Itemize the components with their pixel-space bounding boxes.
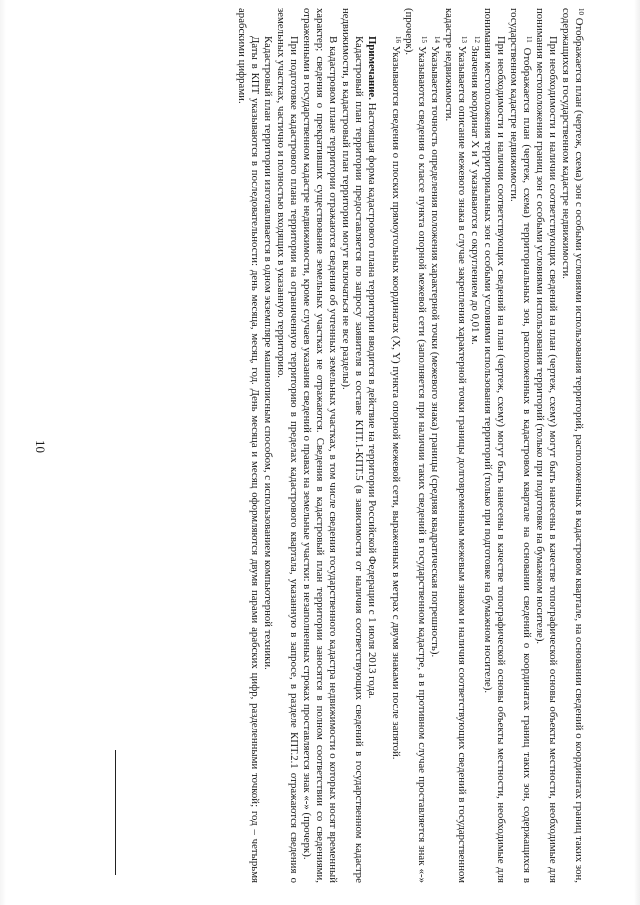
footnote-15: [402, 8, 428, 883]
footnote-16: [389, 8, 402, 883]
footnote-text: При необходимости и наличии соответствующих сведений на план (чертеж, схему) могут быть нанесены в качестве топографической основы объекты местности, необходимые для понимания местоположения территориальных зон с особыми условиями использования территорий (только при подготовке на бумажном носителе).: [481, 8, 507, 883]
footnote-text: Отображается план (чертеж, схема) территориальных зон, расположенных в кадастровом квартале на основании сведений о координатах границ таких зон, содержащихся в государственном кадастре недвижимости.: [507, 8, 533, 883]
note-paragraph: Кадастровый план территории предоставляется по запросу заявителя в составе КПТ.1-КПТ.5 (в зависимости от наличия соответствующих сведений в государственном кадастре недвижимости, в кадастровый план территории могут включаться не все разделы).: [340, 8, 366, 883]
footnote-11: [507, 8, 533, 883]
note-section: [235, 8, 379, 883]
footnote-14: [428, 8, 441, 883]
section-gap: [378, 8, 389, 883]
footnotes-section: [389, 8, 585, 883]
footnote-text: Указывается описание межевого знака в случае закрепления характерной точки границы долговременным межевым знаком и наличия соответствующих сведений в государственном кадастре недвижимости.: [442, 8, 468, 883]
footnote-marker: 16: [394, 36, 403, 43]
footnote-marker: 14: [433, 36, 442, 43]
footnote-text: Указываются сведения о плоских прямоугольных координатах (X, Y) пункта опорной межевой сети, выраженных в метрах с двумя знаками после запятой.: [390, 43, 403, 760]
note-paragraph: Кадастровый план территории изготавливается в одном экземпляре машинописным способом, с использованием компьютерной техники.: [261, 36, 274, 670]
footnote-marker: 11: [524, 36, 533, 43]
footnote-12: [468, 8, 481, 883]
footnote-text: Указывается точность определения положения характерной точки (межевого знака) границы (средняя квадратическая погрешность).: [429, 43, 442, 658]
rotated-text-block: [85, 8, 585, 883]
footnote-text: При необходимости и наличии соответствующих сведений на план (чертеж, схему) могут быть нанесены в качестве топографической основы объекты местности, необходимые для понимания местоположения границ зон с особыми условиями использования территорий (только при подготовке на бумажном носителе).: [533, 8, 559, 883]
footnote-marker: 10: [577, 8, 585, 15]
footnote-11-continuation: [481, 8, 507, 883]
footnote-text: Указываются сведения о классе пункта опорной межевой сети (заполняется при наличии таких сведений в государственном кадастре, а в противном случае проставляется знак «-» (прочерк).: [403, 8, 429, 883]
footnote-marker: 13: [459, 36, 468, 43]
note-intro: [365, 8, 378, 883]
footnote-text: Значения координат X и Y указываются с округлением до 0,01 м.: [468, 43, 481, 345]
footnote-marker: 12: [472, 36, 481, 43]
footnote-text: Отображается план (чертеж, схема) зон с особыми условиями использования территорий, расположенных в кадастровом квартале, на основании сведений о координатах границ таких зон, содержащихся в государственном кадастре недвижимости.: [559, 8, 585, 883]
footnote-10-continuation: [533, 8, 559, 883]
note-label: Примечание.: [366, 36, 379, 100]
note-text: Настоящая форма кадастрового плана территории вводится в действие на территории Российской Федерации с 1 июля 2013 года.: [366, 99, 379, 699]
note-paragraph: Даты в КПТ указываются в последовательности: день месяца, месяц, год. День месяца и месяц оформляются двумя парами арабских цифр, разделенными точкой; год – четырьмя арабскими цифрами.: [235, 8, 261, 883]
page-number: 10: [33, 440, 48, 453]
footnote-13: [441, 8, 467, 883]
note-paragraph: В кадастровом плане территории отражаются сведения об учтенных земельных участках, в том числе сведения государственного кадастра недвижимости о которых носят временный характер; сведения о прекративших существование земельных участках не отражаются. Сведения в кадастровый план территории заносятся в полном соответствии со сведениями, отраженными в государственном кадастре недвижимости, кроме случаев указания сведений о правах на земельные участки: в незаполненных строках проставляется знак «-» (прочерк).: [301, 8, 340, 883]
note-paragraph: При подготовке кадастрового плана территории на ограниченную территорию в пределах кадастрового квартала, указанную в запросе, в разделе КПТ.2.1 отражаются сведения о земельных участках, частично и полностью входящих в указанную территорию.: [274, 8, 301, 883]
footnote-10: [559, 8, 585, 883]
footnote-marker: 15: [420, 36, 429, 43]
